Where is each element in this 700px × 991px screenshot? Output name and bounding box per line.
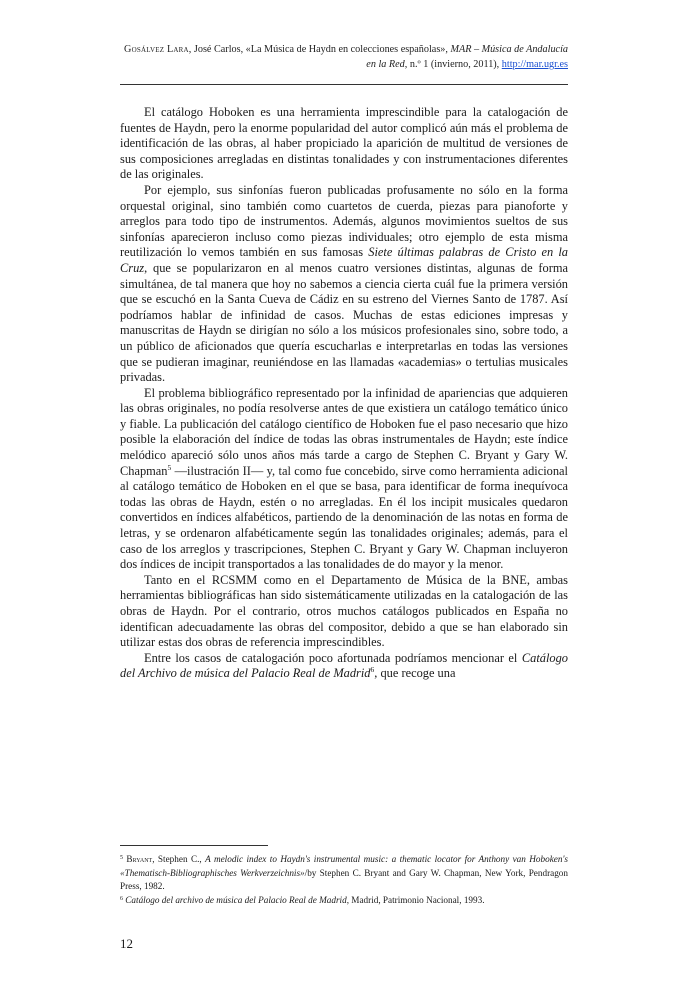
header-divider: [120, 84, 568, 85]
paragraph-2-text-b: , que se popularizaron en al menos cuatro versiones distintas, algunas de forma simultánea, de tal manera que hoy no sabemos a ciencia cierta cuál fue la primera versión que se escuchó en la Santa Cueva de Cádiz en su estreno del Viernes Santo de 1787. Así podríamos hablar de infinidad de casos. Muchas de estas ediciones impresas y manuscritas de Haydn se dirigían no sólo a los músicos profesionales sino, sobre todo, a un público de aficionados que quería escucharlas e interpretarlas en todas las versiones que se pudieran imaginar, reuniéndose en las llamadas «academias» o tertulias musicales privadas.: [120, 260, 568, 385]
footnote-6-number: 6: [120, 895, 123, 902]
footnote-divider: [120, 845, 268, 846]
footnote-5-author: Bryant: [123, 854, 153, 864]
paragraph-5-text-b: , que recoge una: [374, 666, 456, 681]
catalog-title-palacio-real: Catálogo del Archivo de música del Palacio Real de Madrid: [120, 650, 568, 681]
paragraph-5: [120, 651, 568, 682]
paragraph-5-text-a: Entre los casos de catalogación poco afortunada podríamos mencionar el: [144, 650, 522, 665]
header-citation: , José Carlos, «La Música de Haydn en colecciones españolas»,: [188, 44, 451, 55]
header-author: Gosálvez Lara: [124, 44, 189, 55]
work-title-siete-palabras: Siete últimas palabras de Cristo en la Cruz: [120, 245, 568, 275]
footnote-ref-6[interactable]: 6: [370, 665, 375, 675]
header-journal: MAR – Música de Andalucía en la Red: [366, 44, 568, 70]
running-header: [120, 42, 568, 72]
footnote-6-text-b: , Madrid, Patrimonio Nacional, 1993.: [346, 894, 485, 905]
paragraph-2: [120, 183, 568, 386]
footnote-6: [120, 894, 568, 908]
journal-url-link[interactable]: http://mar.ugr.es: [501, 59, 568, 70]
paragraph-4: Tanto en el RCSMM como en el Departamento de Música de la BNE, ambas herramientas bibliográficas han sido sistemáticamente utilizadas en la catalogación de las obras de Haydn. Por el contrario, otros muchos catálogos publicados en España no identifican adecuadamente las obras del compositor, debido a que se han elaborado sin utilizar estas dos obras de referencia imprescindibles.: [120, 572, 568, 650]
footnote-ref-5[interactable]: 5: [167, 462, 172, 472]
footnote-5-text-b: /by Stephen C. Bryant and Gary W. Chapman, New York, Pendragon Press, 1982.: [120, 867, 568, 891]
footnote-5-number: 5: [120, 855, 123, 861]
header-issue: , n.º 1 (invierno, 2011),: [404, 59, 502, 70]
footnote-6-title: Catálogo del archivo de música del Palacio Real de Madrid: [123, 894, 347, 905]
page-number: 12: [120, 936, 133, 951]
paragraph-2-text-a: Por ejemplo, sus sinfonías fueron publicadas profusamente no sólo en la forma orquestal original, sino también como cuartetos de cuerda, piezas para pianoforte y arreglos para todo tipo de instrumentos. Además, algunos movimientos sueltos de sus sinfonías aparecieron incluso como piezas individuales; otro ejemplo de esta misma reutilización lo vemos también en sus famosas: [120, 182, 568, 260]
paragraph-1: El catálogo Hoboken es una herramienta imprescindible para la catalogación de fuentes de Haydn, pero la enorme popularidad del autor complicó aún más el problema de identificación de las obras, al haber propiciado la aparición de multitud de versiones de sus composiciones arregladas en distintas tonalidades y con instrumentaciones diferentes de las originales.: [120, 105, 568, 182]
paragraph-3: [120, 386, 568, 573]
footnote-5: [120, 853, 568, 894]
footnotes: [120, 853, 568, 907]
footnote-5-title: A melodic index to Haydn's instrumental music: a thematic locator for Anthony van Hoboken's «Thematisch-Bibliographisches Werkverzeichnis»: [120, 854, 568, 878]
footnote-5-text-a: , Stephen C.,: [152, 854, 206, 864]
article-body: [120, 105, 568, 682]
paragraph-3-text-a: El problema bibliográfico representado por la infinidad de apariencias que adquieren las obras originales, no podía resolverse antes de que existiera un catálogo temático único y fiable. La publicación del catálogo científico de Hoboken fue el paso necesario que hizo posible la elaboración del índice de todas las obras instrumentales de Haydn; este índice melódico apareció sólo unos años más tarde a cargo de Stephen C. Bryant y Gary W. Chapman: [120, 385, 568, 478]
paragraph-3-text-b: —ilustración II— y, tal como fue concebido, sirve como herramienta adicional al catálogo temático de Hoboken en el que se basa, para identificar de forma inequívoca todas las obras de Haydn, estén o no arregladas. En él los incipit musicales quedaron convertidos en índices alfabéticos, partiendo de la denominación de las notas en forma de letras, y se ordenaron alfabéticamente según las tonalidades originales; además, para el caso de los arreglos y trascripciones, Stephen C. Bryant y Gary W. Chapman incluyeron dos índices de incipit transportados a las tonalidades de do mayor y la menor.: [120, 463, 568, 572]
